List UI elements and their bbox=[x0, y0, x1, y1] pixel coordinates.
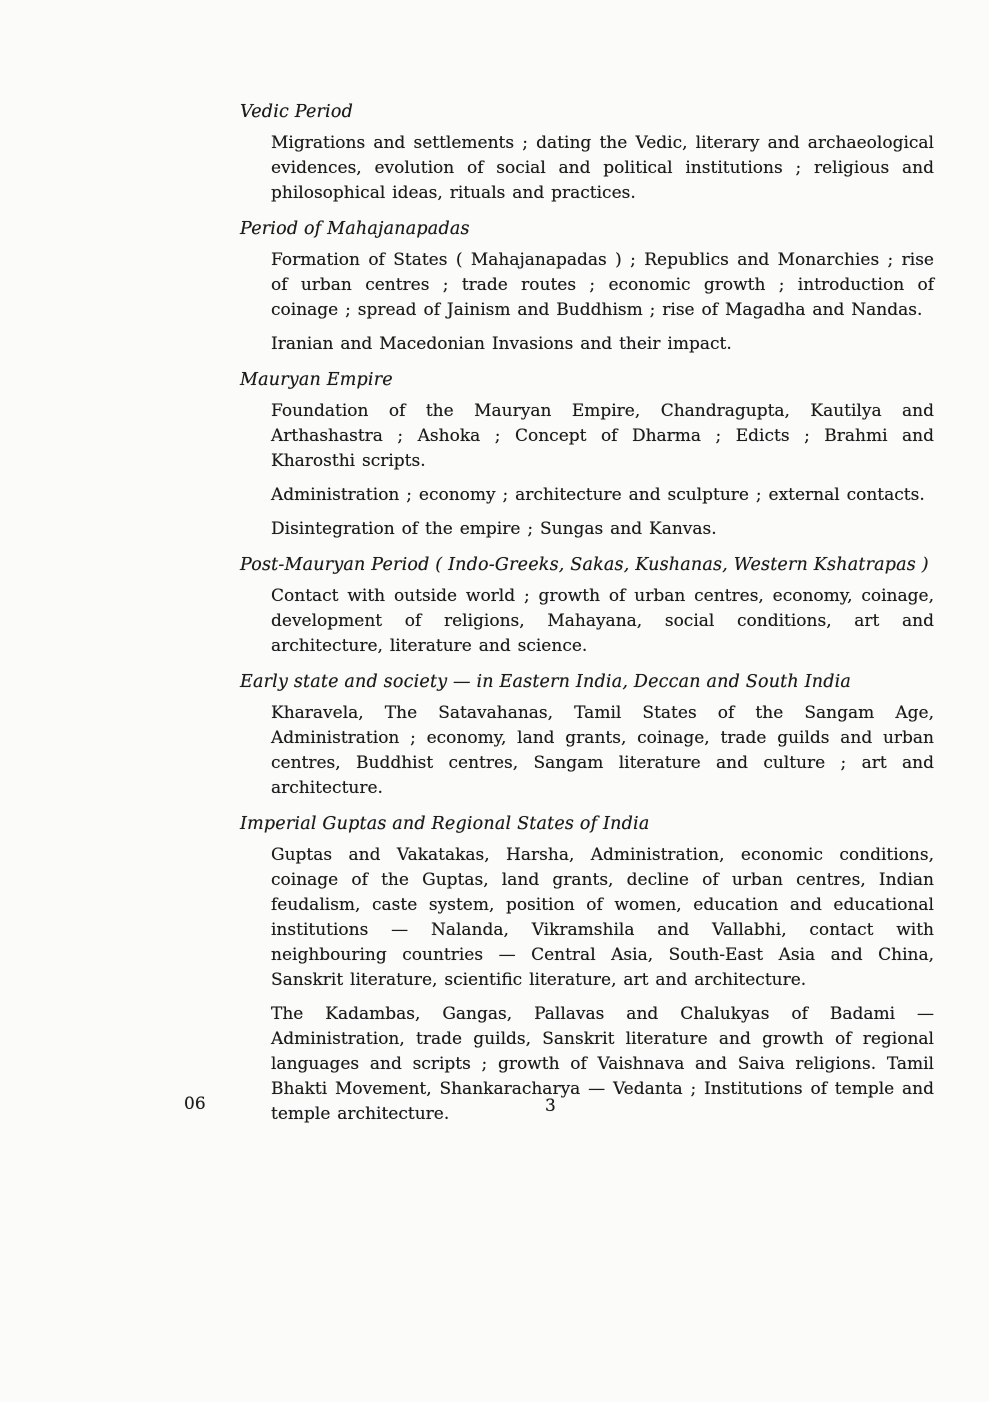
section-vedic-period bbox=[240, 100, 934, 206]
section-paragraph: Contact with outside world ; growth of urban centres, economy, coinage, development of religions, Mahayana, social conditions, art and architecture, literature and science. bbox=[271, 586, 934, 656]
section-post-mauryan-period bbox=[240, 553, 934, 659]
section-paragraph: Iranian and Macedonian Invasions and their impact. bbox=[271, 334, 732, 354]
section-paragraph: Migrations and settlements ; dating the Vedic, literary and archaeological evidences, evolution of social and political institutions ; religious and philosophical ideas, rituals and practices. bbox=[271, 133, 934, 203]
section-paragraph: The Kadambas, Gangas, Pallavas and Chalukyas of Badami — Administration, trade guilds, Sanskrit literature and growth of regional languages and scripts ; growth of Vaishnava and Saiva religions. Tamil Bhakti Movement, Shankaracharya — Vedanta ; Institutions of temple and temple architecture. bbox=[271, 1004, 934, 1124]
section-paragraph: Kharavela, The Satavahanas, Tamil States of the Sangam Age, Administration ; economy, land grants, coinage, trade guilds and urban centres, Buddhist centres, Sangam literature and culture ; art and architecture. bbox=[271, 703, 934, 798]
footer-left-number: 06 bbox=[184, 1094, 206, 1114]
section-heading: Imperial Guptas and Regional States of India bbox=[240, 814, 650, 834]
section-paragraph: Foundation of the Mauryan Empire, Chandragupta, Kautilya and Arthashastra ; Ashoka ; Concept of Dharma ; Edicts ; Brahmi and Kharosthi scripts. bbox=[271, 401, 934, 471]
section-paragraph: Guptas and Vakatakas, Harsha, Administration, economic conditions, coinage of the Guptas, land grants, decline of urban centres, Indian feudalism, caste system, position of women, education and educational institutions — Nalanda, Vikramshila and Vallabhi, contact with neighbouring countries — Central Asia, South-East Asia and China, Sanskrit literature, scientific literature, art and architecture. bbox=[271, 845, 934, 990]
section-heading: Post-Mauryan Period ( Indo-Greeks, Sakas, Kushanas, Western Kshatrapas ) bbox=[240, 555, 929, 575]
section-early-state-and-society bbox=[240, 670, 934, 801]
section-paragraph: Formation of States ( Mahajanapadas ) ; Republics and Monarchies ; rise of urban centres ; trade routes ; economic growth ; introduction of coinage ; spread of Jainism and Buddhism ; rise of Magadha and Nandas. bbox=[271, 250, 934, 320]
page-number: 3 bbox=[545, 1096, 556, 1116]
section-heading: Mauryan Empire bbox=[240, 370, 393, 390]
section-paragraph: Disintegration of the empire ; Sungas and Kanvas. bbox=[271, 519, 717, 539]
section-imperial-guptas bbox=[240, 812, 934, 1127]
section-heading: Period of Mahajanapadas bbox=[240, 219, 470, 239]
syllabus-content bbox=[240, 100, 934, 1136]
section-mauryan-empire bbox=[240, 368, 934, 542]
section-heading: Vedic Period bbox=[240, 102, 353, 122]
section-heading: Early state and society — in Eastern India, Deccan and South India bbox=[240, 672, 852, 692]
section-period-of-mahajanapadas bbox=[240, 217, 934, 357]
section-paragraph: Administration ; economy ; architecture and sculpture ; external contacts. bbox=[271, 485, 925, 505]
